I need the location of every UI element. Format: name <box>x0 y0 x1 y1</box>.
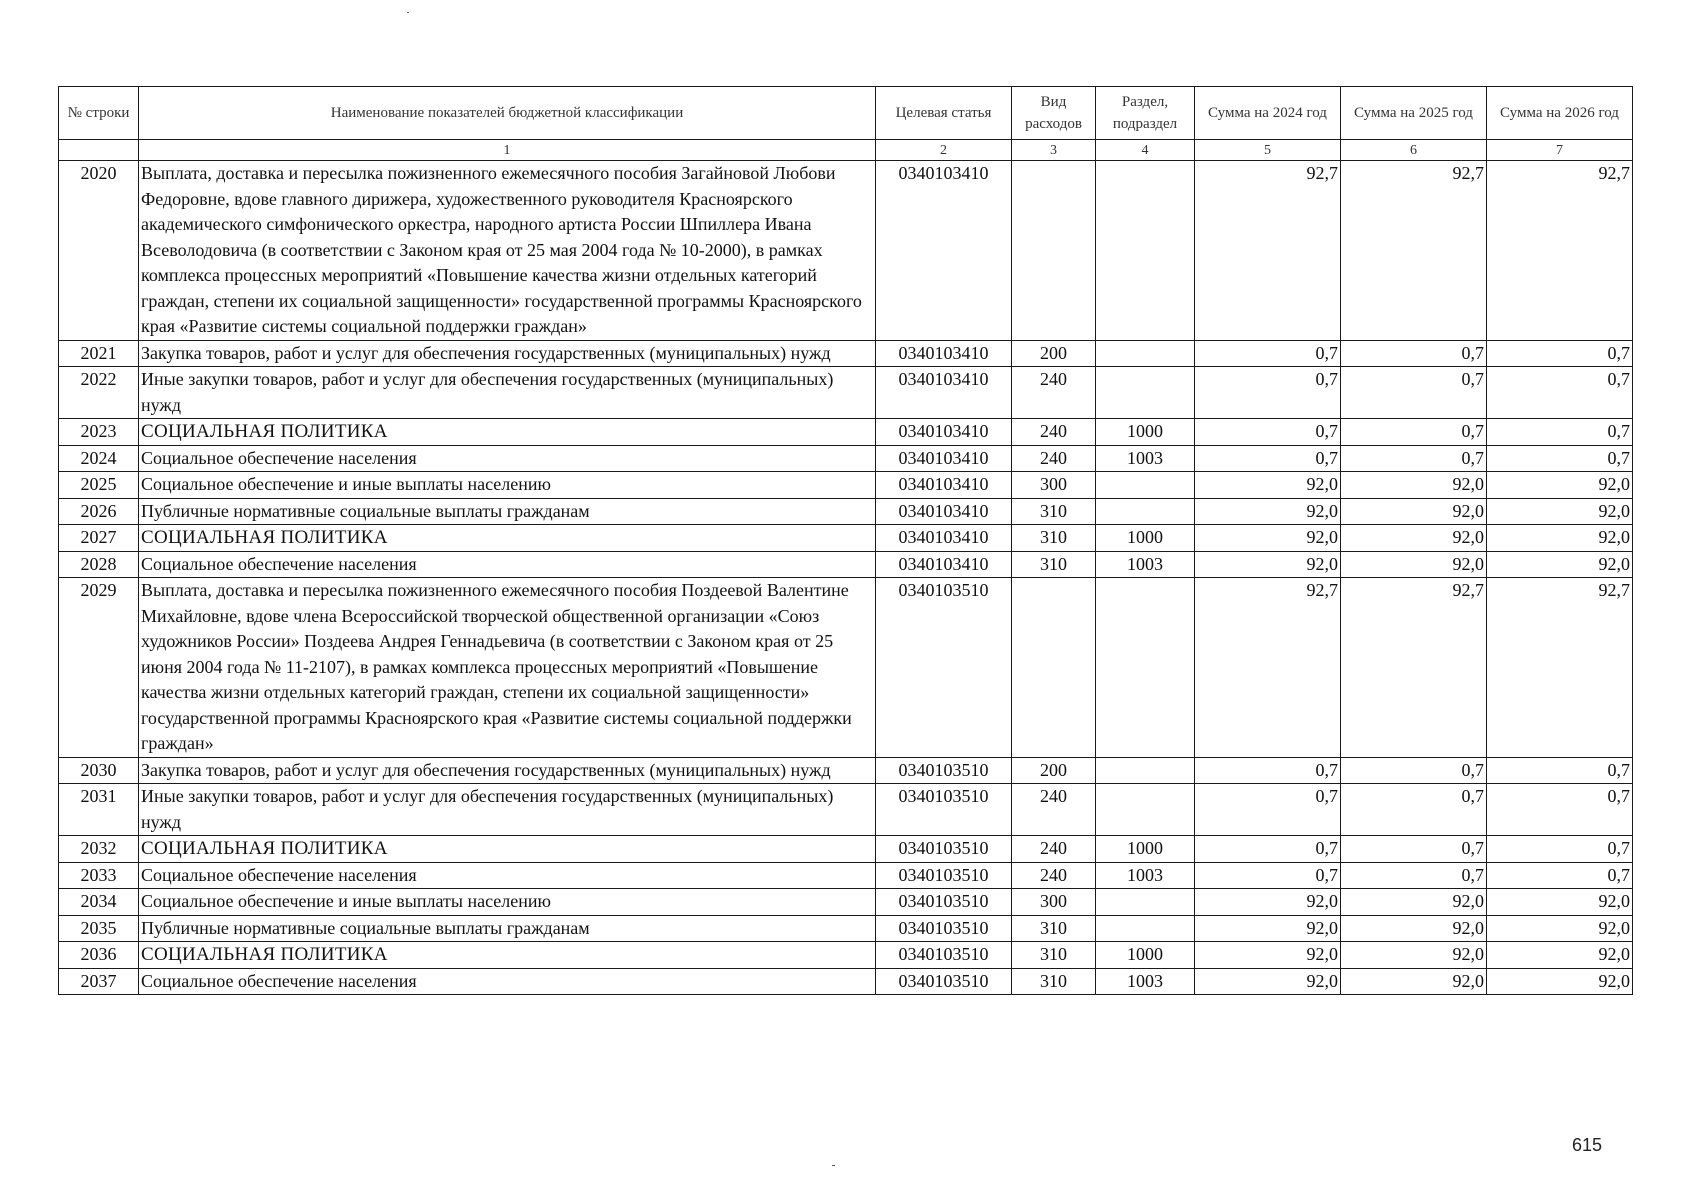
target-article-cell: 0340103510 <box>876 915 1012 942</box>
expense-kind-cell: 200 <box>1012 340 1096 367</box>
target-article-cell: 0340103410 <box>876 445 1012 472</box>
sum-2026-cell: 0,7 <box>1487 340 1633 367</box>
row-number-cell: 2028 <box>59 551 139 578</box>
scan-speck <box>832 1165 835 1166</box>
section-cell: 1000 <box>1096 419 1195 446</box>
section-cell <box>1096 889 1195 916</box>
section-cell: 1000 <box>1096 942 1195 969</box>
target-article-cell: 0340103510 <box>876 862 1012 889</box>
table-row <box>59 578 1633 758</box>
indicator-name-cell: СОЦИАЛЬНАЯ ПОЛИТИКА <box>139 419 876 446</box>
sum-2024-cell: 0,7 <box>1195 757 1341 784</box>
target-article-cell: 0340103410 <box>876 551 1012 578</box>
sum-2024-cell: 92,0 <box>1195 915 1341 942</box>
sum-2024-cell: 0,7 <box>1195 340 1341 367</box>
column-number: 3 <box>1012 140 1096 161</box>
indicator-name-cell: Социальное обеспечение населения <box>139 968 876 995</box>
section-cell <box>1096 757 1195 784</box>
row-number-cell: 2024 <box>59 445 139 472</box>
header-expense-kind: Вид расходов <box>1012 87 1096 140</box>
table-row <box>59 525 1633 552</box>
column-number: 6 <box>1341 140 1487 161</box>
sum-2024-cell: 0,7 <box>1195 836 1341 863</box>
section-cell: 1000 <box>1096 525 1195 552</box>
row-number-cell: 2025 <box>59 472 139 499</box>
sum-2026-cell: 92,0 <box>1487 942 1633 969</box>
expense-kind-cell: 310 <box>1012 915 1096 942</box>
row-number-cell: 2033 <box>59 862 139 889</box>
sum-2024-cell: 92,0 <box>1195 889 1341 916</box>
table-row <box>59 942 1633 969</box>
table-row <box>59 784 1633 836</box>
sum-2024-cell: 92,7 <box>1195 161 1341 341</box>
sum-2024-cell: 92,0 <box>1195 498 1341 525</box>
expense-kind-cell: 240 <box>1012 784 1096 836</box>
table-row <box>59 445 1633 472</box>
table-body <box>59 161 1633 995</box>
column-number <box>59 140 139 161</box>
sum-2026-cell: 0,7 <box>1487 784 1633 836</box>
sum-2026-cell: 0,7 <box>1487 445 1633 472</box>
sum-2026-cell: 92,0 <box>1487 968 1633 995</box>
row-number-cell: 2031 <box>59 784 139 836</box>
row-number-cell: 2020 <box>59 161 139 341</box>
column-number: 5 <box>1195 140 1341 161</box>
header-section: Раздел, подраздел <box>1096 87 1195 140</box>
sum-2026-cell: 0,7 <box>1487 367 1633 419</box>
header-sum-2024: Сумма на 2024 год <box>1195 87 1341 140</box>
sum-2024-cell: 92,0 <box>1195 942 1341 969</box>
row-number-cell: 2032 <box>59 836 139 863</box>
expense-kind-cell: 240 <box>1012 445 1096 472</box>
indicator-name-cell: СОЦИАЛЬНАЯ ПОЛИТИКА <box>139 836 876 863</box>
sum-2025-cell: 92,7 <box>1341 161 1487 341</box>
expense-kind-cell: 310 <box>1012 525 1096 552</box>
sum-2026-cell: 92,0 <box>1487 525 1633 552</box>
sum-2025-cell: 92,7 <box>1341 578 1487 758</box>
section-cell <box>1096 367 1195 419</box>
table-row <box>59 161 1633 341</box>
sum-2025-cell: 0,7 <box>1341 836 1487 863</box>
table-row <box>59 836 1633 863</box>
expense-kind-cell: 240 <box>1012 367 1096 419</box>
scan-speck <box>407 12 409 13</box>
indicator-name-cell: Социальное обеспечение населения <box>139 445 876 472</box>
sum-2026-cell: 92,0 <box>1487 889 1633 916</box>
header-row-number: № строки <box>59 87 139 140</box>
table-row <box>59 889 1633 916</box>
table-row <box>59 862 1633 889</box>
expense-kind-cell: 200 <box>1012 757 1096 784</box>
section-cell: 1000 <box>1096 836 1195 863</box>
expense-kind-cell: 240 <box>1012 836 1096 863</box>
row-number-cell: 2034 <box>59 889 139 916</box>
sum-2024-cell: 0,7 <box>1195 367 1341 419</box>
row-number-cell: 2027 <box>59 525 139 552</box>
target-article-cell: 0340103410 <box>876 525 1012 552</box>
target-article-cell: 0340103410 <box>876 472 1012 499</box>
sum-2025-cell: 92,0 <box>1341 889 1487 916</box>
sum-2025-cell: 92,0 <box>1341 498 1487 525</box>
indicator-name-cell: Публичные нормативные социальные выплаты гражданам <box>139 498 876 525</box>
section-cell <box>1096 340 1195 367</box>
sum-2026-cell: 0,7 <box>1487 757 1633 784</box>
expense-kind-cell: 300 <box>1012 889 1096 916</box>
section-cell <box>1096 578 1195 758</box>
table-row <box>59 472 1633 499</box>
table-row <box>59 340 1633 367</box>
sum-2025-cell: 92,0 <box>1341 968 1487 995</box>
table-row <box>59 419 1633 446</box>
target-article-cell: 0340103510 <box>876 578 1012 758</box>
section-cell <box>1096 161 1195 341</box>
row-number-cell: 2036 <box>59 942 139 969</box>
sum-2026-cell: 92,0 <box>1487 915 1633 942</box>
header-row <box>59 87 1633 140</box>
column-number: 2 <box>876 140 1012 161</box>
row-number-cell: 2029 <box>59 578 139 758</box>
target-article-cell: 0340103410 <box>876 161 1012 341</box>
section-cell <box>1096 498 1195 525</box>
expense-kind-cell: 310 <box>1012 498 1096 525</box>
sum-2025-cell: 0,7 <box>1341 340 1487 367</box>
sum-2026-cell: 92,7 <box>1487 161 1633 341</box>
section-cell <box>1096 472 1195 499</box>
indicator-name-cell: Иные закупки товаров, работ и услуг для обеспечения государственных (муниципальных) нужд <box>139 367 876 419</box>
sum-2025-cell: 0,7 <box>1341 757 1487 784</box>
section-cell <box>1096 784 1195 836</box>
column-number-row <box>59 140 1633 161</box>
expense-kind-cell <box>1012 161 1096 341</box>
expense-kind-cell <box>1012 578 1096 758</box>
column-number: 7 <box>1487 140 1633 161</box>
indicator-name-cell: Выплата, доставка и пересылка пожизненного ежемесячного пособия Загайновой Любови Федоровне, вдове главного дирижера, художественного руководителя Красноярского академического симфонического оркестра, народного артиста России Шпиллера Ивана Всеволодовича (в соответствии с Законом края от 25 мая 2004 года № 10-2000), в рамках комплекса процессных мероприятий «Повышение качества жизни отдельных категорий граждан, степени их социальной защищенности» государственной программы Красноярского края «Развитие системы социальной поддержки граждан» <box>139 161 876 341</box>
sum-2024-cell: 0,7 <box>1195 784 1341 836</box>
header-indicator-name: Наименование показателей бюджетной классификации <box>139 87 876 140</box>
sum-2025-cell: 92,0 <box>1341 915 1487 942</box>
sum-2026-cell: 92,0 <box>1487 472 1633 499</box>
target-article-cell: 0340103510 <box>876 889 1012 916</box>
sum-2024-cell: 92,0 <box>1195 551 1341 578</box>
sum-2026-cell: 0,7 <box>1487 862 1633 889</box>
sum-2026-cell: 92,0 <box>1487 551 1633 578</box>
expense-kind-cell: 310 <box>1012 551 1096 578</box>
sum-2025-cell: 0,7 <box>1341 419 1487 446</box>
section-cell: 1003 <box>1096 862 1195 889</box>
target-article-cell: 0340103410 <box>876 419 1012 446</box>
sum-2025-cell: 0,7 <box>1341 367 1487 419</box>
row-number-cell: 2022 <box>59 367 139 419</box>
sum-2024-cell: 92,7 <box>1195 578 1341 758</box>
target-article-cell: 0340103510 <box>876 784 1012 836</box>
sum-2025-cell: 92,0 <box>1341 525 1487 552</box>
table-row <box>59 968 1633 995</box>
row-number-cell: 2023 <box>59 419 139 446</box>
column-number: 1 <box>139 140 876 161</box>
indicator-name-cell: Социальное обеспечение населения <box>139 862 876 889</box>
indicator-name-cell: Публичные нормативные социальные выплаты гражданам <box>139 915 876 942</box>
section-cell: 1003 <box>1096 968 1195 995</box>
table-row <box>59 498 1633 525</box>
sum-2024-cell: 0,7 <box>1195 862 1341 889</box>
expense-kind-cell: 300 <box>1012 472 1096 499</box>
target-article-cell: 0340103510 <box>876 968 1012 995</box>
expense-kind-cell: 240 <box>1012 862 1096 889</box>
sum-2025-cell: 0,7 <box>1341 862 1487 889</box>
indicator-name-cell: Закупка товаров, работ и услуг для обеспечения государственных (муниципальных) нужд <box>139 757 876 784</box>
expense-kind-cell: 310 <box>1012 968 1096 995</box>
table-header <box>59 87 1633 161</box>
sum-2025-cell: 0,7 <box>1341 445 1487 472</box>
table-row <box>59 915 1633 942</box>
header-target-article: Целевая статья <box>876 87 1012 140</box>
header-sum-2025: Сумма на 2025 год <box>1341 87 1487 140</box>
sum-2025-cell: 92,0 <box>1341 472 1487 499</box>
section-cell: 1003 <box>1096 551 1195 578</box>
indicator-name-cell: Иные закупки товаров, работ и услуг для обеспечения государственных (муниципальных) нужд <box>139 784 876 836</box>
sum-2024-cell: 92,0 <box>1195 968 1341 995</box>
indicator-name-cell: Социальное обеспечение и иные выплаты населению <box>139 472 876 499</box>
page-number: 615 <box>1572 1135 1603 1155</box>
expense-kind-cell: 310 <box>1012 942 1096 969</box>
section-cell <box>1096 915 1195 942</box>
row-number-cell: 2035 <box>59 915 139 942</box>
sum-2026-cell: 0,7 <box>1487 836 1633 863</box>
sum-2025-cell: 0,7 <box>1341 784 1487 836</box>
sum-2026-cell: 0,7 <box>1487 419 1633 446</box>
row-number-cell: 2021 <box>59 340 139 367</box>
row-number-cell: 2026 <box>59 498 139 525</box>
budget-table <box>58 86 1633 995</box>
table-row <box>59 367 1633 419</box>
target-article-cell: 0340103410 <box>876 367 1012 419</box>
sum-2024-cell: 0,7 <box>1195 445 1341 472</box>
table-row <box>59 551 1633 578</box>
row-number-cell: 2037 <box>59 968 139 995</box>
target-article-cell: 0340103410 <box>876 498 1012 525</box>
table-row <box>59 757 1633 784</box>
sum-2026-cell: 92,7 <box>1487 578 1633 758</box>
indicator-name-cell: Социальное обеспечение населения <box>139 551 876 578</box>
sum-2025-cell: 92,0 <box>1341 942 1487 969</box>
section-cell: 1003 <box>1096 445 1195 472</box>
target-article-cell: 0340103510 <box>876 757 1012 784</box>
sum-2024-cell: 92,0 <box>1195 472 1341 499</box>
indicator-name-cell: Выплата, доставка и пересылка пожизненного ежемесячного пособия Поздеевой Валентине Михайловне, вдове члена Всероссийской творческой общественной организации «Союз художников России» Поздеева Андрея Геннадьевича (в соответствии с Законом края от 25 июня 2004 года № 11-2107), в рамках комплекса процессных мероприятий «Повышение качества жизни отдельных категорий граждан, степени их социальной защищенности» государственной программы Красноярского края «Развитие системы социальной поддержки граждан» <box>139 578 876 758</box>
indicator-name-cell: СОЦИАЛЬНАЯ ПОЛИТИКА <box>139 942 876 969</box>
indicator-name-cell: Социальное обеспечение и иные выплаты населению <box>139 889 876 916</box>
target-article-cell: 0340103510 <box>876 942 1012 969</box>
indicator-name-cell: СОЦИАЛЬНАЯ ПОЛИТИКА <box>139 525 876 552</box>
sum-2026-cell: 92,0 <box>1487 498 1633 525</box>
target-article-cell: 0340103510 <box>876 836 1012 863</box>
column-number: 4 <box>1096 140 1195 161</box>
indicator-name-cell: Закупка товаров, работ и услуг для обеспечения государственных (муниципальных) нужд <box>139 340 876 367</box>
target-article-cell: 0340103410 <box>876 340 1012 367</box>
row-number-cell: 2030 <box>59 757 139 784</box>
sum-2025-cell: 92,0 <box>1341 551 1487 578</box>
header-sum-2026: Сумма на 2026 год <box>1487 87 1633 140</box>
sum-2024-cell: 92,0 <box>1195 525 1341 552</box>
expense-kind-cell: 240 <box>1012 419 1096 446</box>
sum-2024-cell: 0,7 <box>1195 419 1341 446</box>
